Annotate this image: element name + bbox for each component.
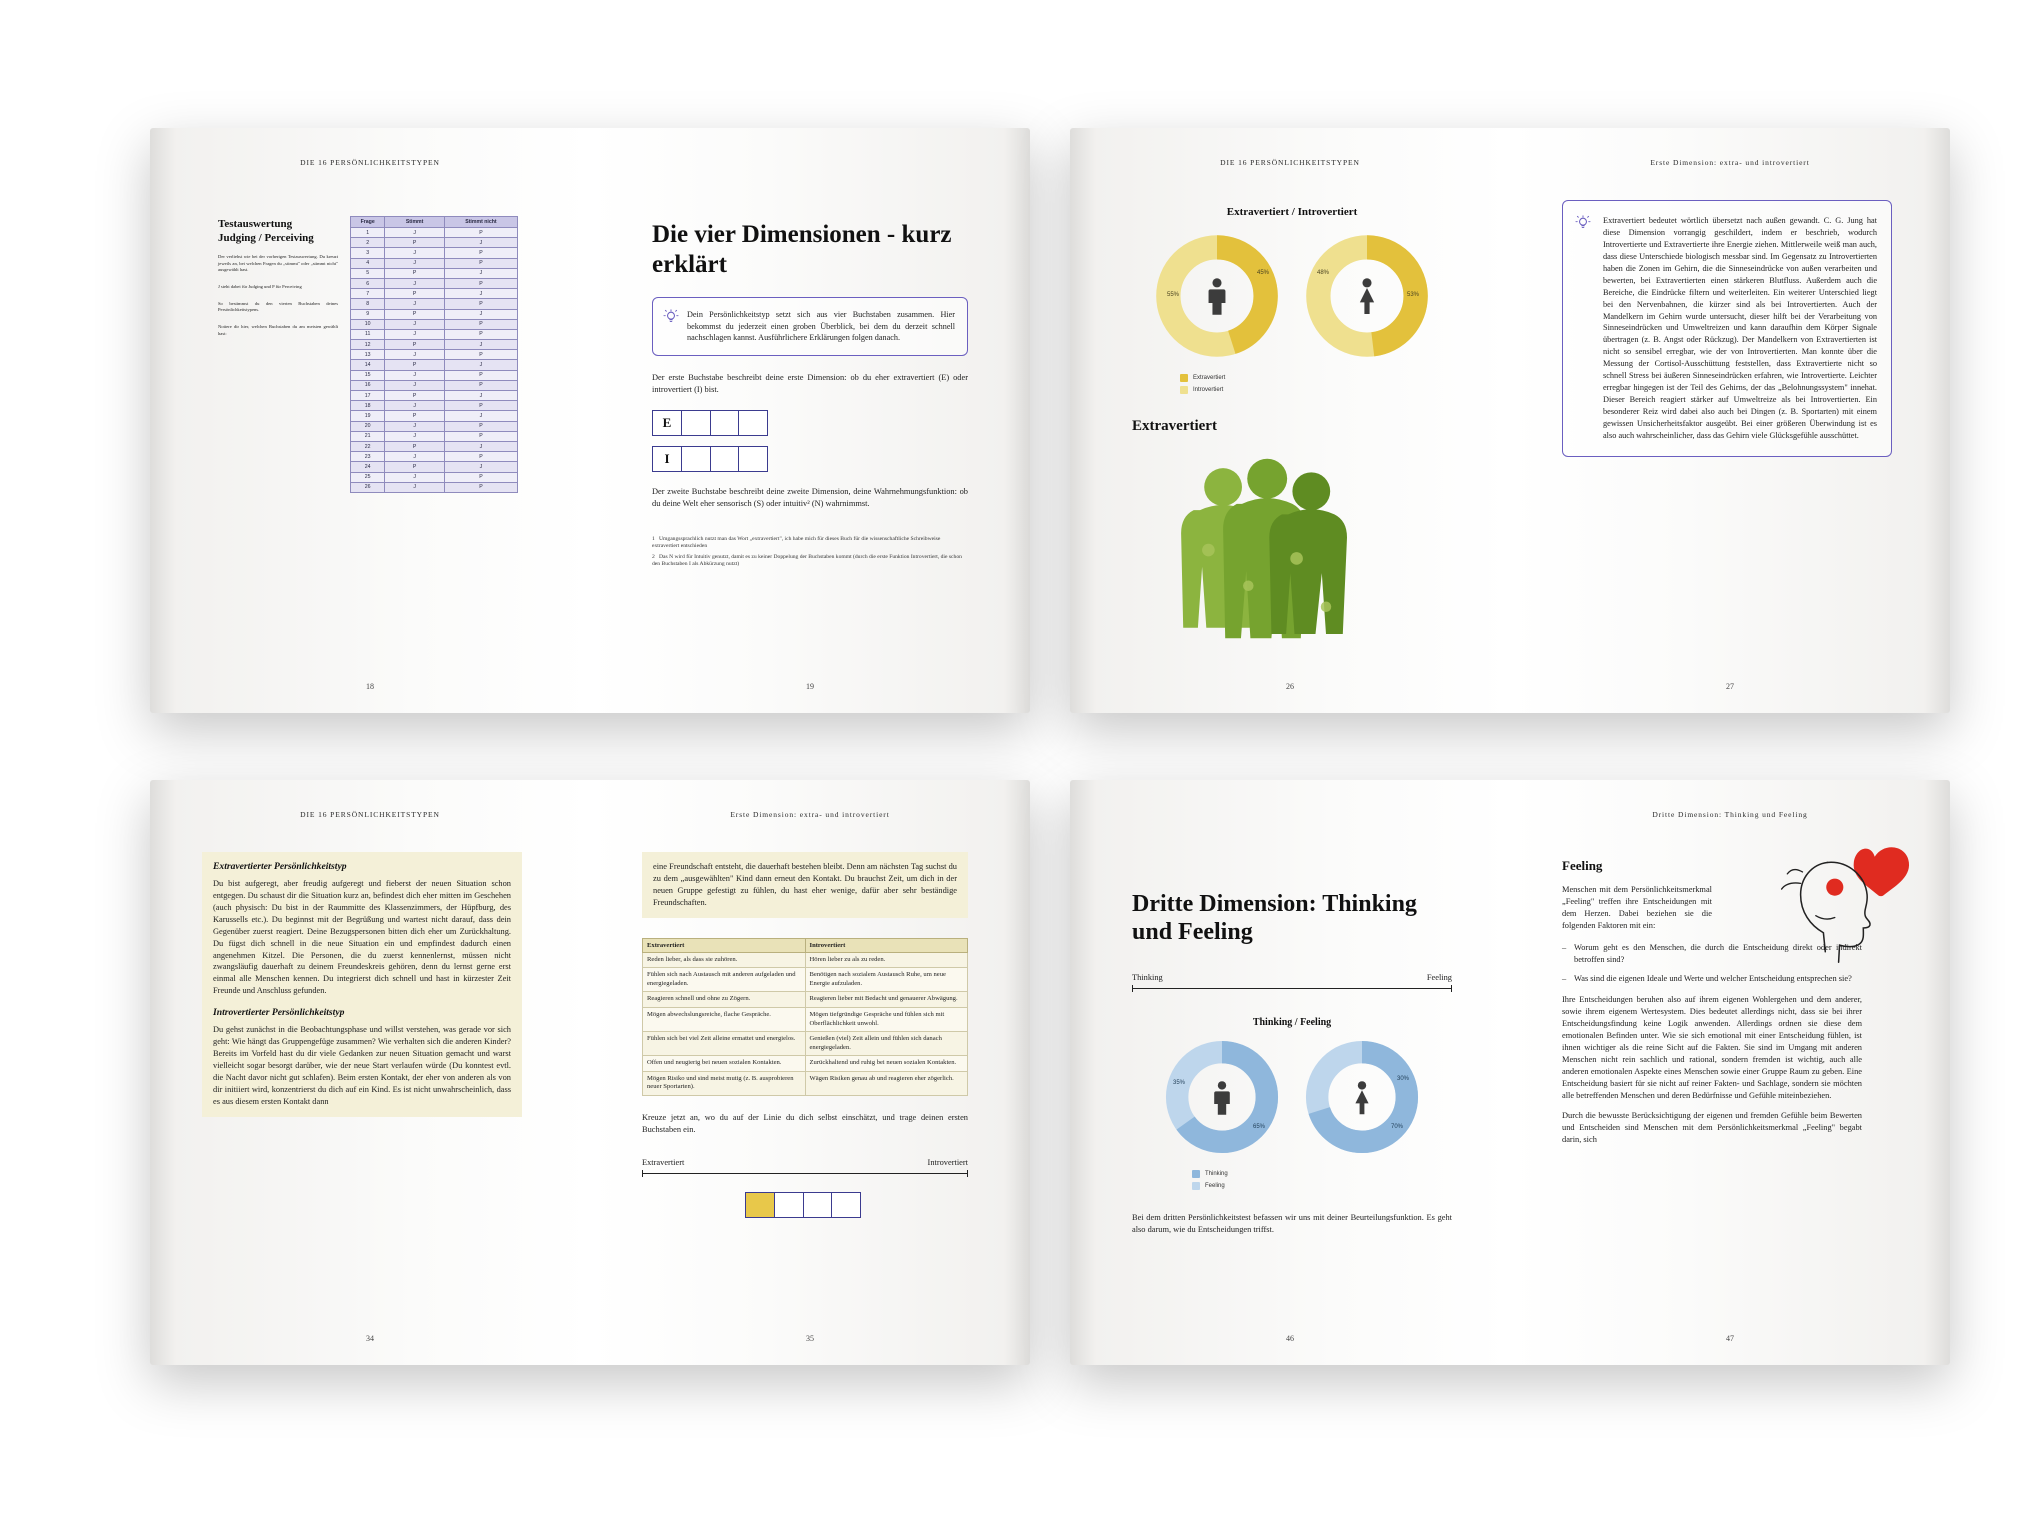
cell-frage: 24 bbox=[351, 462, 385, 472]
cell-stimmt: J bbox=[385, 350, 445, 360]
cell-introvertiert: Reagieren lieber mit Bedacht und genauerer Abwägung. bbox=[805, 992, 968, 1008]
cell-introvertiert: Hören lieber zu als zu reden. bbox=[805, 952, 968, 968]
page-27-content bbox=[1562, 200, 1892, 457]
cell-frage: 6 bbox=[351, 278, 385, 288]
book-spread-18-19 bbox=[150, 128, 1030, 713]
letter-box-blank-1[interactable] bbox=[681, 410, 711, 436]
page-18 bbox=[150, 128, 590, 713]
cell-frage: 26 bbox=[351, 482, 385, 492]
donut-women-label-introvertiert: 53% bbox=[1406, 292, 1419, 298]
chart-title: Extravertiert / Introvertiert bbox=[1226, 206, 1358, 218]
cell-extravertiert: Mögen abwechslungsreiche, flache Gespräche. bbox=[643, 1007, 806, 1031]
female-figure-icon bbox=[1350, 1080, 1374, 1116]
cell-extravertiert: Reagieren schnell und ohne zu Zögern. bbox=[643, 992, 806, 1008]
cell-stimmt: P bbox=[385, 340, 445, 350]
book-spread-46-47 bbox=[1070, 780, 1950, 1365]
page-19-content bbox=[652, 220, 968, 569]
cell-frage: 23 bbox=[351, 452, 385, 462]
donut-men-label-thinking: 65% bbox=[1252, 1123, 1265, 1130]
table-row[interactable] bbox=[351, 350, 518, 360]
section-heading-feeling: Feeling bbox=[1562, 858, 1603, 873]
answer-table-body bbox=[351, 228, 518, 493]
cell-frage: 10 bbox=[351, 319, 385, 329]
letter-boxes-e[interactable] bbox=[652, 410, 968, 436]
table-row[interactable] bbox=[351, 370, 518, 380]
cell-stimmt-nicht: P bbox=[444, 482, 517, 492]
cell-stimmt-nicht: J bbox=[444, 360, 517, 370]
chart-legend bbox=[1192, 1170, 1452, 1190]
page-19 bbox=[590, 128, 1030, 713]
cell-frage: 3 bbox=[351, 248, 385, 258]
running-head: DIE 16 PERSÖNLICHKEITSTYPEN bbox=[300, 810, 440, 819]
comparison-col-extravertiert: Extravertiert bbox=[643, 938, 806, 952]
letter-box-e[interactable]: E bbox=[652, 410, 682, 436]
cell-stimmt: P bbox=[385, 309, 445, 319]
letter-boxes-i[interactable] bbox=[652, 446, 968, 472]
cell-introvertiert: Genießen (viel) Zeit allein und fühlen sich danach energiegeladen. bbox=[805, 1032, 968, 1056]
cell-stimmt: P bbox=[385, 268, 445, 278]
cell-stimmt: J bbox=[385, 482, 445, 492]
cell-stimmt-nicht: J bbox=[444, 268, 517, 278]
page-35 bbox=[590, 780, 1030, 1365]
tip-callout bbox=[652, 297, 968, 356]
footnotes bbox=[652, 536, 968, 569]
lightbulb-icon bbox=[663, 309, 679, 325]
paragraph-extravertiert: Du bist aufgeregt, aber freudig aufgeregt und fieberst der neuen Situation schon entgegen. Du schaust dir die Situation kurz an, befindest dich eher mitten im Geschehen (auch physisch: Du bist in der Raummitte des Klassenzimmers, der Hüpfburg, des Karussells etc.). Du beginnst mit der Begrüßung und wartest nicht darauf, dass dein Gegenüber zuerst reagiert. Deine Bezugspersonen bitten dich eher um Zurückhaltung. Du fügst dich schnell in die neue Situation ein und empfindest dadurch einen angenehmen Kitzel. Die Personen, die du zuerst kennenlernst, müssen nicht zwangsläufig dauerhaft zu deinem Freundeskreis gehören, denn du lernst gerne erst einmal alle Menschen kennen. Du integrierst dich schnell und hast in kürzester Zeit Freunde und Anschluss gefunden. bbox=[213, 879, 511, 996]
cell-stimmt: J bbox=[385, 380, 445, 390]
page-26-content bbox=[1132, 206, 1452, 654]
cell-stimmt-nicht: P bbox=[444, 370, 517, 380]
donut-women-label-extravertiert: 48% bbox=[1317, 270, 1330, 276]
footnote-1: 1 Umgangssprachlich nutzt man das Wort „extravertiert", ich habe mich für dieses Buch für die wissenschaftliche Schreibweise extravertiert entschieden bbox=[652, 535, 941, 550]
scale-label-thinking: Thinking bbox=[1132, 972, 1163, 982]
page-34 bbox=[150, 780, 590, 1365]
cell-stimmt-nicht: J bbox=[444, 441, 517, 451]
paragraph-3: Durch die bewusste Berücksichtigung der eigenen und fremden Gefühle beim Bewerten und Entscheiden sind Menschen mit dem Persönlichkeitsmerkmal „Feeling" begabt darin, sich bbox=[1562, 1110, 1862, 1144]
cell-stimmt: J bbox=[385, 452, 445, 462]
legend-swatch-extravertiert bbox=[1180, 374, 1188, 382]
cell-stimmt: J bbox=[385, 329, 445, 339]
letter-box-blank-4[interactable] bbox=[681, 446, 711, 472]
legend-label-feeling: Feeling bbox=[1205, 1182, 1225, 1189]
donut-women-label-thinking: 70% bbox=[1390, 1123, 1403, 1130]
cell-frage: 12 bbox=[351, 340, 385, 350]
cell-stimmt-nicht: P bbox=[444, 350, 517, 360]
paragraph-first-letter: Der erste Buchstabe beschreibt deine erste Dimension: ob du eher extravertiert (E) oder introvertiert (I) bist. bbox=[652, 372, 968, 394]
callout-text: Extravertiert bedeutet wörtlich übersetzt nach außen gewandt. C. G. Jung hat diese Dimension vorrangig geschildert, indem er beschrieb, wodurch Introvertierte und Extravertierte ihre Energie ziehen. Mittlerweile weiß man auch, dass diese Unterschiede biologisch messbar sind. Im Gegensatz zu Introvertierten haben die Zonen im Gehirn, die die Sinneseindrücke von außen verarbeiten und bewerten, bei Extravertierten einen stärkeren Blutfluss. Außerdem auch die Bereiche, die Eindrücke filtern und weiterleiten. Ein weiterer Unterschied liegt bei den Nervenbahnen, die kürzer sind als bei Introvertierten. Auch der Mandelkern im Gehirn wurde untersucht, dieser hilft bei der Verarbeitung von Sinneseindrücken und Umweltreizen und kann daraufhin dem Körper Signale übertragen (z. B. Angst oder Rückzug). Der Mandelkern von Extravertierten ist nicht so sensibel erregbar, wie der von Introvertierten. Man konnte über die Messung der Cortisol-Ausschüttung feststellen, dass Extravertierte nicht so schnell Stress bei äußeren Sinneseindrücken erfahren, wie Introvertierte. Leichter erregbar hingegen ist der Teil des Gehirns, der das „Belohnungssystem" innehat. Dieser Bereich reagiert stärker auf Umweltreize als bei Introvertierten. Ein besonderer Reiz wird dabei also auch bei Dingen (z. B. Sportarten) mit einem gewissen Unsicherheitsfaktor ausgeübt. Bei einer größeren Überwindung ist es also auch wahrscheinlicher, dass das Gehirn viele Glücksgefühle ausschüttet. bbox=[1603, 216, 1877, 440]
table-row bbox=[643, 968, 968, 992]
letter-box-blank-5[interactable] bbox=[710, 446, 740, 472]
scale-label-left: Extravertiert bbox=[642, 1157, 685, 1167]
feeling-factors-list bbox=[1562, 942, 1862, 985]
col-header-stimmt: Stimmt bbox=[385, 217, 445, 228]
col-header-frage: Frage bbox=[351, 217, 385, 228]
cell-stimmt-nicht: P bbox=[444, 228, 517, 238]
table-row[interactable] bbox=[351, 472, 518, 482]
table-header-row bbox=[351, 217, 518, 228]
table-row bbox=[643, 992, 968, 1008]
table-row[interactable] bbox=[351, 340, 518, 350]
paragraph-continued: eine Freundschaft entsteht, die dauerhaft bestehen bleibt. Denn am nächsten Tag suchst du zu dem „ausgewählten" Kind dann erneut den Kontakt. Du brauchst Zeit, um dich in der neuen Gruppe gefestigt zu fühlen, du hast eher wenige, dafür aber sehr beständige Freundschaften. bbox=[653, 862, 957, 907]
cell-frage: 4 bbox=[351, 258, 385, 268]
page-number: 19 bbox=[806, 682, 814, 691]
instruction-text: Kreuze jetzt an, wo du auf der Linie du dich selbst einschätzt, und trage deinen ersten Buchstaben ein. bbox=[642, 1112, 968, 1134]
table-row[interactable] bbox=[351, 482, 518, 492]
cell-extravertiert: Mögen Risiko und sind meist mutig (z. B. ausprobieren neuer Sportarten). bbox=[643, 1071, 806, 1095]
paragraph-introvertiert: Du gehst zunächst in die Beobachtungsphase und willst verstehen, was gerade vor sich geht: Wie hängt das Gruppengefüge zusammen? Wie verhalten sich die anderen Kinder? Bereits im Vorfeld hast du dir viele Gedanken zur neuen Situation gemacht und warst vielleicht sogar besorgt darüber, wie der neue Start verlaufen würde (Du konntest evtl. die Nacht davor nicht gut schlafen). Beim ersten Kontakt, der eher von anderen als von dir initiiert wird, konzentrierst du dich auf ein Kind. Es ist nicht unwahrscheinlich, dass es aus diesem ersten Kontakt dann bbox=[213, 1025, 511, 1106]
heading-extravertierter-typ: Extravertierter Persönlichkeitstyp bbox=[213, 861, 347, 872]
cell-stimmt-nicht: P bbox=[444, 421, 517, 431]
table-row[interactable] bbox=[351, 391, 518, 401]
cell-stimmt-nicht: P bbox=[444, 299, 517, 309]
cell-frage: 5 bbox=[351, 268, 385, 278]
running-head: Erste Dimension: extra- und introvertiert bbox=[1650, 158, 1810, 167]
legend-label-thinking: Thinking bbox=[1205, 1170, 1228, 1177]
male-figure-icon bbox=[1204, 277, 1230, 316]
self-assessment-scale[interactable] bbox=[642, 1173, 968, 1174]
page-27 bbox=[1510, 128, 1950, 713]
cell-frage: 2 bbox=[351, 238, 385, 248]
cell-stimmt-nicht: P bbox=[444, 248, 517, 258]
scale-labels bbox=[642, 1158, 968, 1167]
paragraph-intro: Bei dem dritten Persönlichkeitstest befassen wir uns mit deiner Beurteilungsfunktion. Es geht also darum, wie du Entscheidungen triffst. bbox=[1132, 1212, 1452, 1234]
legend-item-thinking bbox=[1192, 1170, 1452, 1178]
page-number: 47 bbox=[1726, 1334, 1734, 1343]
table-row[interactable] bbox=[351, 441, 518, 451]
legend-label-introvertiert: Introvertiert bbox=[1193, 387, 1224, 393]
table-row[interactable] bbox=[351, 329, 518, 339]
legend-swatch-thinking bbox=[1192, 1170, 1200, 1178]
table-row[interactable] bbox=[351, 452, 518, 462]
cell-frage: 7 bbox=[351, 289, 385, 299]
donut-men-label-extravertiert: 45% bbox=[1256, 270, 1269, 276]
cell-stimmt-nicht: J bbox=[444, 238, 517, 248]
cell-stimmt-nicht: J bbox=[444, 411, 517, 421]
cell-stimmt: P bbox=[385, 238, 445, 248]
table-row[interactable] bbox=[351, 268, 518, 278]
page-46-content bbox=[1132, 890, 1452, 1243]
page-title: Die vier Dimensionen - kurz erklärt bbox=[652, 221, 952, 278]
legend-swatch-introvertiert bbox=[1180, 386, 1188, 394]
cell-stimmt: P bbox=[385, 411, 445, 421]
letter-box-blank-3[interactable] bbox=[831, 1192, 861, 1218]
page-34-content bbox=[202, 852, 522, 1117]
cell-frage: 22 bbox=[351, 441, 385, 451]
cell-stimmt: J bbox=[385, 258, 445, 268]
note-2: So bestimmst du den vierten Buchstaben deines Persönlichkeitstypens. bbox=[218, 300, 338, 313]
table-row[interactable] bbox=[351, 228, 518, 238]
cell-stimmt: J bbox=[385, 370, 445, 380]
letter-box-filled[interactable] bbox=[745, 1192, 775, 1218]
page-26 bbox=[1070, 128, 1510, 713]
cell-extravertiert: Reden lieber, als dass sie zuhören. bbox=[643, 952, 806, 968]
footnote-2-text: Das N wird für Intuitiv genutzt, damit es zu keiner Doppelung der Buchstaben kommt (durch die erste Funktion Introvertiert, die schon den Buchstaben I als Abkürzung nutzt) bbox=[652, 553, 962, 568]
donut-men-label-feeling: 35% bbox=[1173, 1079, 1186, 1086]
cell-stimmt: P bbox=[385, 462, 445, 472]
cell-frage: 11 bbox=[351, 329, 385, 339]
table-row[interactable] bbox=[351, 401, 518, 411]
cell-stimmt-nicht: J bbox=[444, 289, 517, 299]
col-header-stimmt-nicht: Stimmt nicht bbox=[444, 217, 517, 228]
scale-label-right: Introvertiert bbox=[927, 1157, 968, 1167]
cell-frage: 16 bbox=[351, 380, 385, 390]
cell-stimmt-nicht: J bbox=[444, 309, 517, 319]
chart-title: Thinking / Feeling bbox=[1252, 1016, 1332, 1028]
section-heading-extravertiert: Extravertiert bbox=[1132, 418, 1217, 434]
cell-stimmt-nicht: J bbox=[444, 462, 517, 472]
donut-chart-men bbox=[1163, 1038, 1281, 1156]
letter-box-blank-6[interactable] bbox=[738, 446, 768, 472]
cell-extravertiert: Offen und neugierig bei neuen sozialen Kontakten. bbox=[643, 1056, 806, 1072]
page-number: 18 bbox=[366, 682, 374, 691]
table-row[interactable] bbox=[351, 299, 518, 309]
table-row[interactable] bbox=[351, 462, 518, 472]
scale-labels bbox=[1132, 973, 1452, 982]
footnote-1-text: Umgangssprachlich nutzt man das Wort „extravertiert", ich habe mich für dieses Buch für die wissenschaftliche Schreibweise extravertiert entschieden bbox=[652, 535, 941, 550]
table-row[interactable] bbox=[351, 431, 518, 441]
cell-introvertiert: Mögen tiefgründige Gespräche und fühlen sich mit Oberflächlichkeit unwohl. bbox=[805, 1007, 968, 1031]
cell-stimmt: J bbox=[385, 401, 445, 411]
table-row[interactable] bbox=[351, 248, 518, 258]
book-spread-26-27 bbox=[1070, 128, 1950, 713]
heading-introvertierter-typ: Introvertierter Persönlichkeitstyp bbox=[213, 1007, 345, 1019]
legend-item-extravertiert bbox=[1180, 374, 1452, 382]
page-title: Dritte Dimension: Thinking und Feeling bbox=[1132, 891, 1417, 946]
cell-frage: 20 bbox=[351, 421, 385, 431]
intro-text: Der verliehst wie bei der vorherigen Testauswertung. Du kreuzt jeweils an, bei welchen Fragen du „stimmt" oder „stimmt nicht" ausgewählt hast. bbox=[218, 254, 338, 273]
cell-stimmt: J bbox=[385, 228, 445, 238]
letter-box-blank-3[interactable] bbox=[738, 410, 768, 436]
legend-item-feeling bbox=[1192, 1182, 1452, 1190]
table-row[interactable] bbox=[351, 258, 518, 268]
donut-women-label-feeling: 30% bbox=[1396, 1075, 1409, 1082]
donut-chart-group bbox=[1132, 232, 1452, 360]
lightbulb-icon bbox=[1575, 215, 1591, 231]
paragraph-2: Ihre Entscheidungen beruhen also auf ihrem eigenen Wohlergehen und dem anderer, sowie ihrem eigenem Wertesystem. Dies bedeutet allerdings nicht, dass sie bei ihrer Entscheidungsfindung keine Logik anwenden. Allerdings ordnen sie diese dem emotionalen Befinden unter. Wie sie sich emotional mit einer Entscheidung fühlen, ist ihnen wichtiger als die reine Sicht auf die Fakten. Sie sind im Umgang mit anderen Menschen nicht rein sachlich und rational, sondern fremden ist wichtig, auch alle anderen emotionalen Aspekte eines Menschen sowie einer Gruppe Raum zu geben. Eine Entscheidung basiert für sie nicht auf reiner Fakten- und Sachlage, sondern sie möchten alle betreffenden Menschen und deren Bedürfnisse und Gefühle miteinbeziehen. bbox=[1562, 995, 1862, 1100]
table-row bbox=[643, 952, 968, 968]
cell-stimmt: J bbox=[385, 299, 445, 309]
answer-table bbox=[350, 216, 518, 493]
page-number: 46 bbox=[1286, 1334, 1294, 1343]
page-46 bbox=[1070, 780, 1510, 1365]
table-row bbox=[643, 1056, 968, 1072]
section-subtitle: Judging / Perceiving bbox=[218, 232, 314, 244]
cell-frage: 15 bbox=[351, 370, 385, 380]
callout-text: Dein Persönlichkeitstyp setzt sich aus vier Buchstaben zusammen. Hier bekommst du jederzeit einen groben Überblick, bei dem du derzeit schnell nachschlagen kannst. Ausführlichere Erklärungen folgen danach. bbox=[687, 310, 955, 343]
cell-frage: 1 bbox=[351, 228, 385, 238]
cell-stimmt: J bbox=[385, 319, 445, 329]
table-row[interactable] bbox=[351, 360, 518, 370]
letter-box-blank-2[interactable] bbox=[803, 1192, 833, 1218]
cell-stimmt-nicht: J bbox=[444, 391, 517, 401]
footnote-2: 2 Das N wird für Intuitiv genutzt, damit es zu keiner Doppelung der Buchstaben kommt (durch die erste Funktion Introvertiert, die schon den Buchstaben I als Abkürzung nutzt) bbox=[652, 553, 962, 568]
table-row[interactable] bbox=[351, 411, 518, 421]
cell-stimmt-nicht: P bbox=[444, 319, 517, 329]
cell-frage: 13 bbox=[351, 350, 385, 360]
comparison-table bbox=[642, 938, 968, 1096]
running-head: DIE 16 PERSÖNLICHKEITSTYPEN bbox=[300, 158, 440, 167]
tip-callout bbox=[1562, 200, 1892, 457]
cell-stimmt: J bbox=[385, 248, 445, 258]
cell-frage: 17 bbox=[351, 391, 385, 401]
people-illustration bbox=[1158, 449, 1368, 649]
cell-frage: 21 bbox=[351, 431, 385, 441]
page-number: 35 bbox=[806, 1334, 814, 1343]
table-row[interactable] bbox=[351, 309, 518, 319]
cell-frage: 14 bbox=[351, 360, 385, 370]
cell-extravertiert: Fühlen sich bei viel Zeit alleine ermattet und energielos. bbox=[643, 1032, 806, 1056]
cell-stimmt-nicht: J bbox=[444, 340, 517, 350]
cell-stimmt-nicht: P bbox=[444, 472, 517, 482]
table-row[interactable] bbox=[351, 319, 518, 329]
highlight-block-continued bbox=[642, 852, 968, 918]
cell-frage: 9 bbox=[351, 309, 385, 319]
cell-frage: 8 bbox=[351, 299, 385, 309]
list-item: – Was sind die eigenen Ideale und Werte und welcher Entscheidung entsprechen sie? bbox=[1562, 973, 1862, 985]
cell-introvertiert: Benötigen nach sozialem Austausch Ruhe, um neue Energie aufzuladen. bbox=[805, 968, 968, 992]
page-47-content bbox=[1562, 858, 1862, 1154]
cell-stimmt-nicht: P bbox=[444, 258, 517, 268]
cell-stimmt-nicht: P bbox=[444, 401, 517, 411]
table-row[interactable] bbox=[351, 238, 518, 248]
list-item: – Worum geht es den Menschen, die durch die Entscheidung direkt oder indirekt betroffen sind? bbox=[1562, 942, 1862, 966]
letter-boxes-answer[interactable] bbox=[745, 1192, 865, 1218]
cell-stimmt-nicht: P bbox=[444, 452, 517, 462]
cell-frage: 25 bbox=[351, 472, 385, 482]
paragraph-second-letter: Der zweite Buchstabe beschreibt deine zweite Dimension, deine Wahrnehmungsfunktion: ob du deine Welt eher sensorisch (S) oder intuitiv² (N) wahrnimmst. bbox=[652, 486, 968, 508]
table-row bbox=[643, 1007, 968, 1031]
letter-box-blank-2[interactable] bbox=[710, 410, 740, 436]
legend-label-extravertiert: Extravertiert bbox=[1193, 375, 1226, 381]
table-row[interactable] bbox=[351, 421, 518, 431]
cell-stimmt-nicht: P bbox=[444, 329, 517, 339]
donut-chart-men bbox=[1153, 232, 1281, 360]
cell-frage: 18 bbox=[351, 401, 385, 411]
cell-stimmt-nicht: P bbox=[444, 380, 517, 390]
table-row bbox=[643, 1071, 968, 1095]
page-number: 27 bbox=[1726, 682, 1734, 691]
cell-stimmt: J bbox=[385, 421, 445, 431]
table-row bbox=[643, 1032, 968, 1056]
scale-label-feeling: Feeling bbox=[1426, 972, 1452, 982]
legend-item-introvertiert bbox=[1180, 386, 1452, 394]
chart-legend bbox=[1180, 374, 1452, 394]
donut-men-label-introvertiert: 55% bbox=[1167, 292, 1180, 298]
page-47 bbox=[1510, 780, 1950, 1365]
running-head: Erste Dimension: extra- und introvertiert bbox=[730, 810, 890, 819]
cell-frage: 19 bbox=[351, 411, 385, 421]
page-number: 34 bbox=[366, 1334, 374, 1343]
running-head: DIE 16 PERSÖNLICHKEITSTYPEN bbox=[1220, 158, 1360, 167]
cell-extravertiert: Fühlen sich nach Austausch mit anderen aufgeladen und energiegeladen. bbox=[643, 968, 806, 992]
donut-chart-group bbox=[1132, 1038, 1452, 1156]
donut-chart-women bbox=[1303, 1038, 1421, 1156]
thinking-feeling-scale[interactable] bbox=[1132, 988, 1452, 989]
highlight-block bbox=[202, 852, 522, 1117]
cell-stimmt: P bbox=[385, 360, 445, 370]
cell-stimmt-nicht: P bbox=[444, 431, 517, 441]
note-3: Notiere dir hier, welchen Buchstaben du am meisten gewählt hast: bbox=[218, 323, 338, 336]
cell-stimmt: P bbox=[385, 391, 445, 401]
table-row[interactable] bbox=[351, 380, 518, 390]
note-1: J steht dabei für Judging und P für Perceiving bbox=[218, 283, 302, 289]
cell-stimmt: J bbox=[385, 431, 445, 441]
table-row[interactable] bbox=[351, 289, 518, 299]
comparison-table-body bbox=[643, 952, 968, 1095]
cell-stimmt: J bbox=[385, 472, 445, 482]
cell-stimmt: P bbox=[385, 441, 445, 451]
cell-introvertiert: Zurückhaltend und ruhig bei neuen sozialen Kontakten. bbox=[805, 1056, 968, 1072]
page-35-content bbox=[642, 852, 968, 1218]
legend-swatch-feeling bbox=[1192, 1182, 1200, 1190]
comparison-col-introvertiert: Introvertiert bbox=[805, 938, 968, 952]
cell-stimmt-nicht: P bbox=[444, 278, 517, 288]
comparison-header-row bbox=[643, 938, 968, 952]
paragraph-1: Menschen mit dem Persönlichkeitsmerkmal „Feeling" treffen ihre Entscheidungen mit dem Herzen. Dabei beziehen sie die folgenden Faktoren mit ein: bbox=[1562, 885, 1712, 930]
male-figure-icon bbox=[1210, 1080, 1234, 1116]
page-number: 26 bbox=[1286, 682, 1294, 691]
table-row[interactable] bbox=[351, 278, 518, 288]
donut-chart-women bbox=[1303, 232, 1431, 360]
cell-stimmt: P bbox=[385, 289, 445, 299]
female-figure-icon bbox=[1354, 277, 1380, 316]
running-head: Dritte Dimension: Thinking und Feeling bbox=[1652, 810, 1808, 819]
book-spread-34-35 bbox=[150, 780, 1030, 1365]
cell-stimmt: J bbox=[385, 278, 445, 288]
cell-introvertiert: Wägen Risiken genau ab und reagieren eher zögerlich. bbox=[805, 1071, 968, 1095]
letter-box-blank-1[interactable] bbox=[774, 1192, 804, 1218]
letter-box-i[interactable]: I bbox=[652, 446, 682, 472]
section-title: Testauswertung bbox=[218, 218, 293, 230]
testauswertung-block bbox=[218, 218, 338, 345]
